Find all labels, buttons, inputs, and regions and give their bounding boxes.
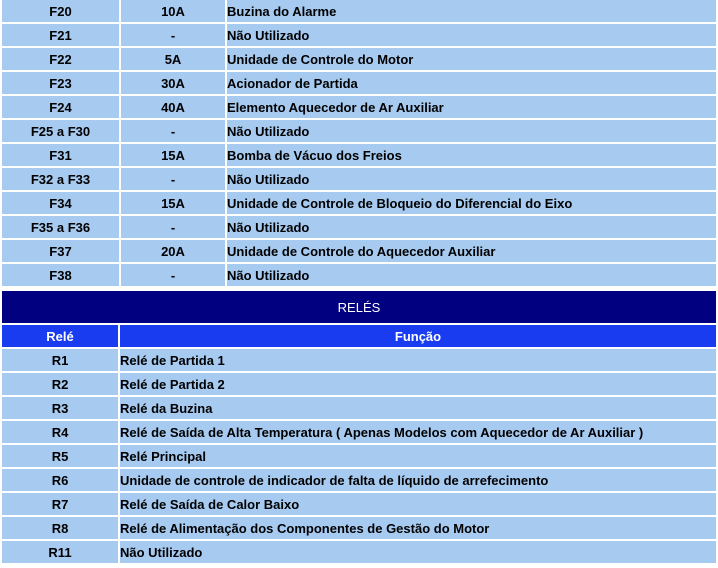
fuse-description: Elemento Aquecedor de Ar Auxiliar (227, 96, 716, 118)
relay-title-row (2, 291, 716, 323)
relay-description: Relé de Partida 1 (120, 349, 716, 371)
fuse-amperage: 40A (121, 96, 225, 118)
relay-description: Relé de Saída de Alta Temperatura ( Apenas Modelos com Aquecedor de Ar Auxiliar ) (120, 421, 716, 443)
fuse-amperage: 20A (121, 240, 225, 262)
fuse-description: Bomba de Vácuo dos Freios (227, 144, 716, 166)
fuse-row (2, 192, 716, 214)
fuse-id: F22 (2, 48, 119, 70)
fuse-id: F23 (2, 72, 119, 94)
fuse-id: F25 a F30 (2, 120, 119, 142)
relay-row (2, 421, 716, 443)
fuse-description: Acionador de Partida (227, 72, 716, 94)
fuse-id: F31 (2, 144, 119, 166)
fuse-amperage: - (121, 120, 225, 142)
relay-header-row (2, 325, 716, 347)
fuse-id: F24 (2, 96, 119, 118)
fuse-id: F32 a F33 (2, 168, 119, 190)
fuse-amperage: 30A (121, 72, 225, 94)
fuse-description: Unidade de Controle do Aquecedor Auxiliar (227, 240, 716, 262)
fuse-amperage: - (121, 216, 225, 238)
fuse-description: Buzina do Alarme (227, 0, 716, 22)
fuse-description: Não Utilizado (227, 120, 716, 142)
fuse-description: Não Utilizado (227, 264, 716, 286)
fuse-amperage: - (121, 24, 225, 46)
relay-id: R11 (2, 541, 118, 563)
relay-description: Relé da Buzina (120, 397, 716, 419)
fuse-id: F20 (2, 0, 119, 22)
relay-description: Relé de Partida 2 (120, 373, 716, 395)
column-header-rele: Relé (2, 325, 118, 347)
fuse-row (2, 96, 716, 118)
fuse-amperage: - (121, 264, 225, 286)
relay-row (2, 373, 716, 395)
fuse-id: F21 (2, 24, 119, 46)
fuse-row (2, 72, 716, 94)
fuse-amperage: - (121, 168, 225, 190)
relay-id: R3 (2, 397, 118, 419)
relay-row (2, 349, 716, 371)
relay-description: Não Utilizado (120, 541, 716, 563)
relay-id: R6 (2, 469, 118, 491)
relay-description: Relé de Alimentação dos Componentes de Gestão do Motor (120, 517, 716, 539)
fuse-row (2, 144, 716, 166)
fuse-amperage: 5A (121, 48, 225, 70)
fuse-description: Unidade de Controle do Motor (227, 48, 716, 70)
relay-row (2, 469, 716, 491)
fuse-row (2, 24, 716, 46)
fuse-description: Unidade de Controle de Bloqueio do Diferencial do Eixo (227, 192, 716, 214)
relay-row (2, 541, 716, 563)
fuse-table-body (2, 0, 716, 286)
fuse-id: F35 a F36 (2, 216, 119, 238)
fuse-row (2, 120, 716, 142)
relay-id: R5 (2, 445, 118, 467)
relay-table (0, 289, 718, 565)
relay-description: Unidade de controle de indicador de falta de líquido de arrefecimento (120, 469, 716, 491)
fuse-amperage: 10A (121, 0, 225, 22)
fuse-row (2, 168, 716, 190)
relay-row (2, 397, 716, 419)
relay-row (2, 493, 716, 515)
relay-table-title: RELÉS (2, 291, 716, 323)
relay-description: Relé Principal (120, 445, 716, 467)
relay-table-body (2, 349, 716, 563)
fuse-id: F37 (2, 240, 119, 262)
relay-row (2, 517, 716, 539)
fuse-amperage: 15A (121, 192, 225, 214)
fuse-row (2, 216, 716, 238)
fuse-row (2, 48, 716, 70)
fuse-description: Não Utilizado (227, 24, 716, 46)
relay-id: R2 (2, 373, 118, 395)
relay-id: R8 (2, 517, 118, 539)
fuse-description: Não Utilizado (227, 216, 716, 238)
column-header-funcao: Função (120, 325, 716, 347)
fuse-row (2, 0, 716, 22)
fuse-amperage: 15A (121, 144, 225, 166)
relay-row (2, 445, 716, 467)
fuse-id: F38 (2, 264, 119, 286)
fuse-description: Não Utilizado (227, 168, 716, 190)
fuse-row (2, 264, 716, 286)
relay-id: R4 (2, 421, 118, 443)
relay-id: R1 (2, 349, 118, 371)
fuse-row (2, 240, 716, 262)
relay-description: Relé de Saída de Calor Baixo (120, 493, 716, 515)
fuse-id: F34 (2, 192, 119, 214)
relay-id: R7 (2, 493, 118, 515)
